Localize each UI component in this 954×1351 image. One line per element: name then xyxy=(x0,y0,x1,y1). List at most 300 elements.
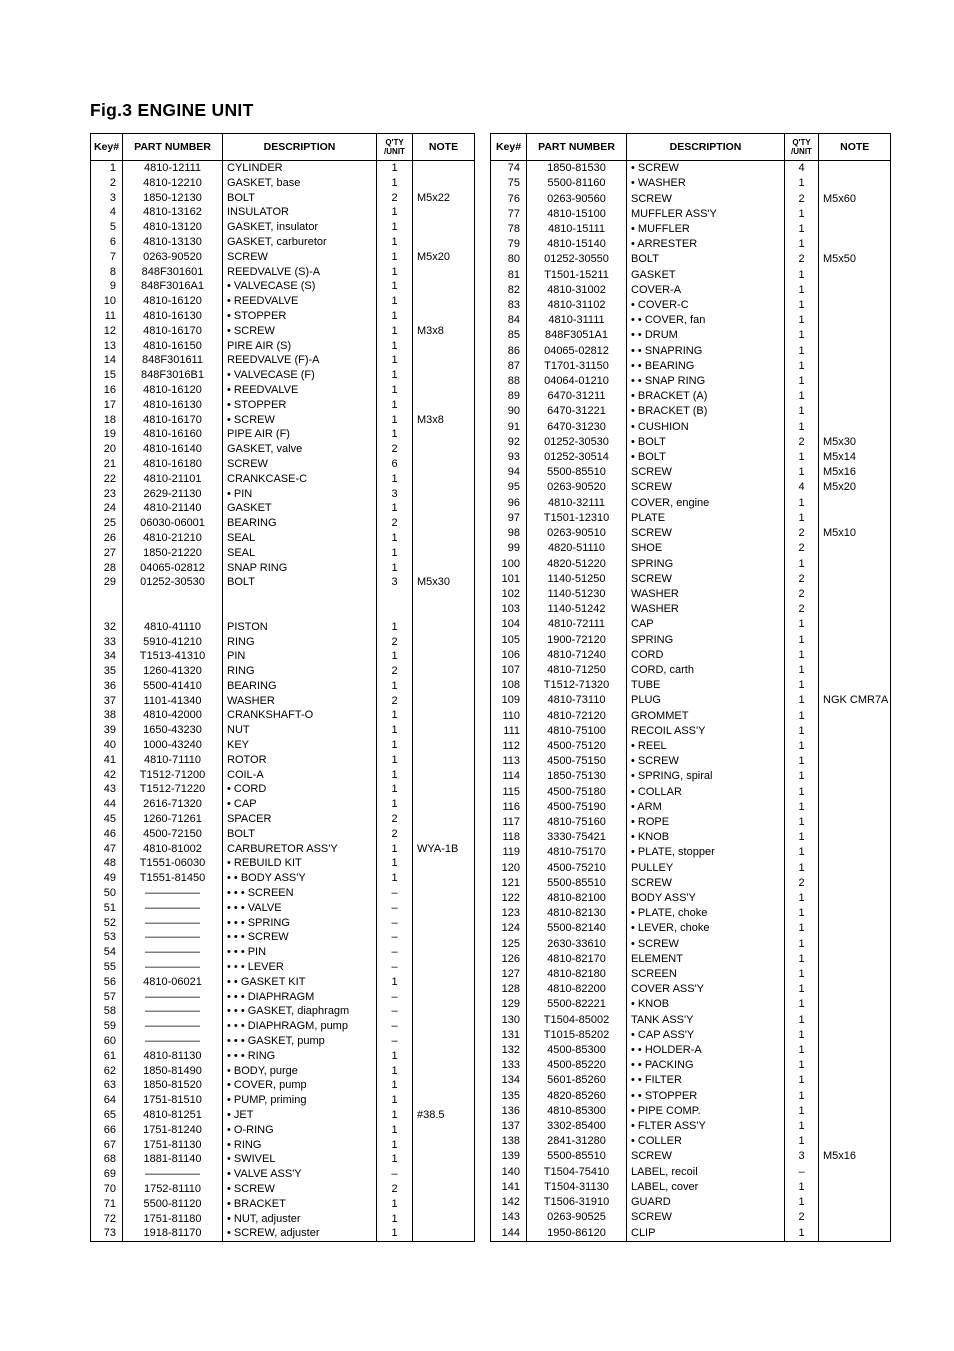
qty-cell: 1 xyxy=(785,207,819,222)
part-number-cell: 5500-82221 xyxy=(527,997,627,1012)
table-row xyxy=(91,561,475,576)
note-cell xyxy=(413,916,475,931)
table-row xyxy=(91,516,475,531)
description-cell: • • GASKET KIT xyxy=(223,975,377,990)
key-cell: 48 xyxy=(91,856,123,871)
description-cell: • BOLT xyxy=(627,435,785,450)
parts-table-right xyxy=(490,133,891,1242)
qty-header-line2: /UNIT xyxy=(791,147,812,156)
description-cell: PISTON xyxy=(223,620,377,635)
part-number-cell: 01252-30514 xyxy=(527,450,627,465)
qty-cell: 1 xyxy=(785,648,819,663)
table-row xyxy=(91,1182,475,1197)
table-row xyxy=(91,975,475,990)
key-cell: 71 xyxy=(91,1197,123,1212)
qty-cell: 3 xyxy=(377,487,413,502)
part-number-cell: 5910-41210 xyxy=(123,635,223,650)
note-cell: M5x16 xyxy=(819,465,891,480)
part-number-cell: ————— xyxy=(123,960,223,975)
part-number-cell: 4810-72120 xyxy=(527,708,627,723)
note-cell xyxy=(413,265,475,280)
table-row xyxy=(491,830,891,845)
description-cell: • CUSHION xyxy=(627,419,785,434)
key-cell: 112 xyxy=(491,739,527,754)
qty-cell: 1 xyxy=(377,383,413,398)
part-number-cell: T1551-81450 xyxy=(123,871,223,886)
description-cell: NUT xyxy=(223,723,377,738)
key-cell: 65 xyxy=(91,1108,123,1123)
key-cell: 109 xyxy=(491,693,527,708)
description-cell: • • STOPPER xyxy=(627,1088,785,1103)
table-row xyxy=(91,1212,475,1227)
description-cell: • • • GASKET, diaphragm xyxy=(223,1004,377,1019)
key-cell: 49 xyxy=(91,871,123,886)
note-cell xyxy=(413,812,475,827)
note-cell xyxy=(413,1152,475,1167)
note-cell xyxy=(413,457,475,472)
table-row xyxy=(491,678,891,693)
note-cell xyxy=(819,556,891,571)
qty-cell: 1 xyxy=(785,222,819,237)
part-number-cell: 0263-90510 xyxy=(527,526,627,541)
part-number-cell: 4810-72111 xyxy=(527,617,627,632)
col-header-part-number: PART NUMBER xyxy=(527,134,627,161)
note-cell xyxy=(819,815,891,830)
key-cell: 55 xyxy=(91,960,123,975)
table-row xyxy=(91,1078,475,1093)
key-cell: 82 xyxy=(491,283,527,298)
part-number-cell: 0263-90520 xyxy=(527,480,627,495)
part-number-cell: 4810-73110 xyxy=(527,693,627,708)
note-cell xyxy=(413,472,475,487)
qty-cell: 1 xyxy=(377,353,413,368)
part-number-cell: 4810-16120 xyxy=(123,294,223,309)
part-number-cell: 4500-75180 xyxy=(527,784,627,799)
qty-cell: 2 xyxy=(377,635,413,650)
description-cell: SCREW xyxy=(627,1210,785,1225)
key-cell: 85 xyxy=(491,328,527,343)
part-number-cell: 5500-41410 xyxy=(123,679,223,694)
part-number-cell: T1513-41310 xyxy=(123,649,223,664)
part-number-cell: ————— xyxy=(123,886,223,901)
description-cell: • BRACKET (B) xyxy=(627,404,785,419)
part-number-cell: 4820-51220 xyxy=(527,556,627,571)
note-cell xyxy=(413,279,475,294)
qty-cell: 1 xyxy=(785,1073,819,1088)
qty-cell: 1 xyxy=(377,1093,413,1108)
part-number-cell: ————— xyxy=(123,1019,223,1034)
table-row xyxy=(491,1073,891,1088)
qty-cell: 2 xyxy=(785,526,819,541)
key-cell: 143 xyxy=(491,1210,527,1225)
qty-cell: 1 xyxy=(785,267,819,282)
qty-cell: 1 xyxy=(377,472,413,487)
table-row xyxy=(91,457,475,472)
description-cell: • • HOLDER-A xyxy=(627,1043,785,1058)
qty-cell: 1 xyxy=(785,1043,819,1058)
qty-cell: 1 xyxy=(785,298,819,313)
part-number-cell: 1260-71261 xyxy=(123,812,223,827)
table-row xyxy=(491,967,891,982)
note-cell xyxy=(819,359,891,374)
qty-cell: 1 xyxy=(377,753,413,768)
description-cell: • BRACKET xyxy=(223,1197,377,1212)
note-cell xyxy=(413,427,475,442)
part-number-cell: 4810-13120 xyxy=(123,220,223,235)
description-cell: COVER, engine xyxy=(627,495,785,510)
key-cell: 90 xyxy=(491,404,527,419)
note-cell: NGK CMR7A xyxy=(819,693,891,708)
table-row xyxy=(91,531,475,546)
description-cell: RING xyxy=(223,635,377,650)
key-cell: 98 xyxy=(491,526,527,541)
qty-cell: 1 xyxy=(785,997,819,1012)
qty-cell: 2 xyxy=(785,587,819,602)
part-number-cell: 6470-31230 xyxy=(527,419,627,434)
key-cell: 103 xyxy=(491,602,527,617)
description-cell: • • • SCREEN xyxy=(223,886,377,901)
description-cell: • PLATE, choke xyxy=(627,906,785,921)
part-number-cell: 1850-12130 xyxy=(123,191,223,206)
part-number-cell: 4810-16170 xyxy=(123,324,223,339)
key-cell: 8 xyxy=(91,265,123,280)
key-cell: 47 xyxy=(91,842,123,857)
part-number-cell: 0263-90525 xyxy=(527,1210,627,1225)
qty-cell: 2 xyxy=(785,602,819,617)
note-cell xyxy=(819,982,891,997)
key-cell: 121 xyxy=(491,876,527,891)
table-row xyxy=(491,222,891,237)
table-row xyxy=(91,442,475,457)
table-row xyxy=(91,1034,475,1049)
qty-cell: 1 xyxy=(377,265,413,280)
qty-cell: 1 xyxy=(785,724,819,739)
note-cell xyxy=(413,930,475,945)
note-cell xyxy=(413,531,475,546)
table-row xyxy=(91,1123,475,1138)
description-cell: SCREW xyxy=(627,465,785,480)
qty-cell: 1 xyxy=(377,856,413,871)
table-row xyxy=(491,1180,891,1195)
key-cell: 126 xyxy=(491,952,527,967)
table-row xyxy=(91,620,475,635)
note-cell xyxy=(819,1180,891,1195)
description-cell: REEDVALVE (F)-A xyxy=(223,353,377,368)
part-number-cell: 4810-16140 xyxy=(123,442,223,457)
table-row xyxy=(91,605,475,620)
description-cell: • • DRUM xyxy=(627,328,785,343)
qty-cell: 1 xyxy=(785,359,819,374)
table-row xyxy=(91,250,475,265)
table-row xyxy=(91,679,475,694)
note-cell xyxy=(819,876,891,891)
description-cell: • PIN xyxy=(223,487,377,502)
note-cell xyxy=(819,921,891,936)
qty-cell: 1 xyxy=(785,754,819,769)
qty-cell: 1 xyxy=(377,161,413,176)
note-cell xyxy=(819,328,891,343)
qty-cell: – xyxy=(377,990,413,1005)
description-cell: PIRE AIR (S) xyxy=(223,339,377,354)
key-cell: 23 xyxy=(91,487,123,502)
part-number-cell: 1751-81130 xyxy=(123,1138,223,1153)
key-cell: 35 xyxy=(91,664,123,679)
table-row xyxy=(91,842,475,857)
key-cell: 37 xyxy=(91,694,123,709)
qty-cell: 1 xyxy=(785,1104,819,1119)
qty-cell: 1 xyxy=(785,982,819,997)
col-header-qty xyxy=(377,134,413,161)
table-header xyxy=(91,134,475,161)
table-row xyxy=(491,1028,891,1043)
description-cell: • • • LEVER xyxy=(223,960,377,975)
table-row xyxy=(91,472,475,487)
note-cell xyxy=(819,648,891,663)
table-row xyxy=(91,827,475,842)
key-cell: 2 xyxy=(91,176,123,191)
description-cell: • REBUILD KIT xyxy=(223,856,377,871)
description-cell: • REEDVALVE xyxy=(223,383,377,398)
description-cell: • • • RING xyxy=(223,1049,377,1064)
key-cell: 62 xyxy=(91,1064,123,1079)
description-cell: ROTOR xyxy=(223,753,377,768)
col-header-qty xyxy=(785,134,819,161)
table-row xyxy=(91,427,475,442)
key-cell: 92 xyxy=(491,435,527,450)
part-number-cell: 4810-31002 xyxy=(527,283,627,298)
description-cell: GASKET, base xyxy=(223,176,377,191)
table-row xyxy=(91,1138,475,1153)
description-cell: CAP xyxy=(627,617,785,632)
note-cell xyxy=(413,1226,475,1241)
key-cell: 110 xyxy=(491,708,527,723)
description-cell: CRANKCASE-C xyxy=(223,472,377,487)
table-row xyxy=(91,546,475,561)
table-row xyxy=(491,359,891,374)
table-row xyxy=(491,267,891,282)
description-cell: • O-RING xyxy=(223,1123,377,1138)
part-number-cell: 4810-82180 xyxy=(527,967,627,982)
table-row xyxy=(91,1064,475,1079)
part-number-cell: ————— xyxy=(123,990,223,1005)
part-number-cell: 4810-13130 xyxy=(123,235,223,250)
table-row xyxy=(491,617,891,632)
key-cell: 58 xyxy=(91,1004,123,1019)
table-row xyxy=(91,501,475,516)
note-cell xyxy=(413,768,475,783)
qty-cell: – xyxy=(377,901,413,916)
key-cell: 39 xyxy=(91,723,123,738)
description-cell: • STOPPER xyxy=(223,398,377,413)
key-cell: 95 xyxy=(491,480,527,495)
description-cell: MUFFLER ASS'Y xyxy=(627,207,785,222)
qty-cell: 1 xyxy=(377,797,413,812)
note-cell xyxy=(413,501,475,516)
table-row xyxy=(91,694,475,709)
table-row xyxy=(491,495,891,510)
key-cell: 9 xyxy=(91,279,123,294)
note-cell xyxy=(819,1028,891,1043)
part-number-cell: 4500-75190 xyxy=(527,800,627,815)
note-cell: M5x10 xyxy=(819,526,891,541)
key-cell: 127 xyxy=(491,967,527,982)
part-number-cell: 4810-71110 xyxy=(123,753,223,768)
qty-cell: 1 xyxy=(785,389,819,404)
part-number-cell: 5500-81120 xyxy=(123,1197,223,1212)
qty-cell: 1 xyxy=(785,511,819,526)
key-cell: 131 xyxy=(491,1028,527,1043)
table-row xyxy=(491,343,891,358)
table-row xyxy=(491,313,891,328)
part-number-cell: 4810-21101 xyxy=(123,472,223,487)
key-cell: 84 xyxy=(491,313,527,328)
qty-cell: 2 xyxy=(785,876,819,891)
part-number-cell: 5500-85510 xyxy=(527,876,627,891)
key-cell: 24 xyxy=(91,501,123,516)
table-row xyxy=(491,724,891,739)
part-number-cell: T1015-85202 xyxy=(527,1028,627,1043)
note-cell xyxy=(819,1164,891,1179)
table-row xyxy=(491,480,891,495)
key-cell: 5 xyxy=(91,220,123,235)
qty-cell: 1 xyxy=(785,860,819,875)
part-number-cell: 0263-90520 xyxy=(123,250,223,265)
key-cell: 139 xyxy=(491,1149,527,1164)
key-cell: 3 xyxy=(91,191,123,206)
qty-cell: 1 xyxy=(377,220,413,235)
qty-cell: 1 xyxy=(785,708,819,723)
col-header-part-number: PART NUMBER xyxy=(123,134,223,161)
qty-cell: 1 xyxy=(785,784,819,799)
table-row xyxy=(91,723,475,738)
note-cell xyxy=(413,664,475,679)
note-cell xyxy=(819,222,891,237)
part-number-cell: 4500-75150 xyxy=(527,754,627,769)
qty-cell: 1 xyxy=(785,952,819,967)
table-row xyxy=(91,383,475,398)
table-row xyxy=(91,176,475,191)
qty-cell: 1 xyxy=(377,250,413,265)
part-number-cell: 4810-41110 xyxy=(123,620,223,635)
table-row xyxy=(91,339,475,354)
table-row xyxy=(491,784,891,799)
key-cell: 25 xyxy=(91,516,123,531)
table-row xyxy=(491,207,891,222)
note-cell xyxy=(413,886,475,901)
qty-cell: 2 xyxy=(377,191,413,206)
key-cell xyxy=(91,605,123,620)
description-cell: • COVER, pump xyxy=(223,1078,377,1093)
part-number-cell: 4810-81002 xyxy=(123,842,223,857)
table-row xyxy=(91,664,475,679)
description-cell: • CAP xyxy=(223,797,377,812)
part-number-cell: 4500-85300 xyxy=(527,1043,627,1058)
qty-cell: 1 xyxy=(377,1064,413,1079)
note-cell xyxy=(819,298,891,313)
part-number-cell: 1850-81520 xyxy=(123,1078,223,1093)
table-row xyxy=(491,252,891,267)
description-cell: • • BODY ASS'Y xyxy=(223,871,377,886)
page-title: Fig.3 ENGINE UNIT xyxy=(90,100,254,120)
note-cell xyxy=(413,561,475,576)
description-cell: • SCREW xyxy=(223,324,377,339)
qty-cell: 1 xyxy=(785,1058,819,1073)
note-cell xyxy=(819,617,891,632)
note-cell xyxy=(413,960,475,975)
qty-cell: 1 xyxy=(785,176,819,191)
note-cell xyxy=(413,827,475,842)
note-cell xyxy=(413,782,475,797)
key-cell: 17 xyxy=(91,398,123,413)
table-row xyxy=(491,161,891,177)
qty-cell: 1 xyxy=(377,1212,413,1227)
table-row xyxy=(491,632,891,647)
part-number-cell: ————— xyxy=(123,930,223,945)
key-cell: 27 xyxy=(91,546,123,561)
part-number-cell: ————— xyxy=(123,901,223,916)
description-cell xyxy=(223,605,377,620)
qty-cell: 1 xyxy=(785,450,819,465)
part-number-cell: T1504-31130 xyxy=(527,1180,627,1195)
description-cell: TANK ASS'Y xyxy=(627,1012,785,1027)
note-cell xyxy=(413,990,475,1005)
description-cell: BOLT xyxy=(223,827,377,842)
key-cell: 91 xyxy=(491,419,527,434)
description-cell: • SCREW xyxy=(223,413,377,428)
note-cell xyxy=(413,516,475,531)
table-row xyxy=(491,982,891,997)
key-cell: 129 xyxy=(491,997,527,1012)
description-cell: RING xyxy=(223,664,377,679)
qty-cell: 1 xyxy=(377,1197,413,1212)
part-number-cell xyxy=(123,590,223,605)
note-cell xyxy=(413,856,475,871)
key-cell: 64 xyxy=(91,1093,123,1108)
qty-cell: 1 xyxy=(377,235,413,250)
note-cell xyxy=(819,997,891,1012)
note-cell xyxy=(413,205,475,220)
qty-cell: 3 xyxy=(377,575,413,590)
qty-cell: 1 xyxy=(785,678,819,693)
key-cell: 78 xyxy=(491,222,527,237)
key-cell: 135 xyxy=(491,1088,527,1103)
description-cell: SCREEN xyxy=(627,967,785,982)
table-row xyxy=(491,1104,891,1119)
description-cell: • KNOB xyxy=(627,830,785,845)
part-number-cell: 4810-12210 xyxy=(123,176,223,191)
part-number-cell: T1501-12310 xyxy=(527,511,627,526)
part-number-cell: 4810-31111 xyxy=(527,313,627,328)
table-row xyxy=(91,1019,475,1034)
part-number-cell: 06030-06001 xyxy=(123,516,223,531)
key-cell: 34 xyxy=(91,649,123,664)
note-cell xyxy=(819,800,891,815)
key-cell: 51 xyxy=(91,901,123,916)
note-cell xyxy=(819,541,891,556)
table-row xyxy=(491,556,891,571)
part-number-cell xyxy=(123,605,223,620)
note-cell: M3x8 xyxy=(413,324,475,339)
key-cell: 10 xyxy=(91,294,123,309)
part-number-cell: 1900-72120 xyxy=(527,632,627,647)
description-cell: GASKET, insulator xyxy=(223,220,377,235)
description-cell: CARBURETOR ASS'Y xyxy=(223,842,377,857)
part-number-cell: ————— xyxy=(123,1034,223,1049)
key-cell: 41 xyxy=(91,753,123,768)
part-number-cell: 848F3051A1 xyxy=(527,328,627,343)
note-cell xyxy=(819,1012,891,1027)
qty-cell: 1 xyxy=(377,738,413,753)
